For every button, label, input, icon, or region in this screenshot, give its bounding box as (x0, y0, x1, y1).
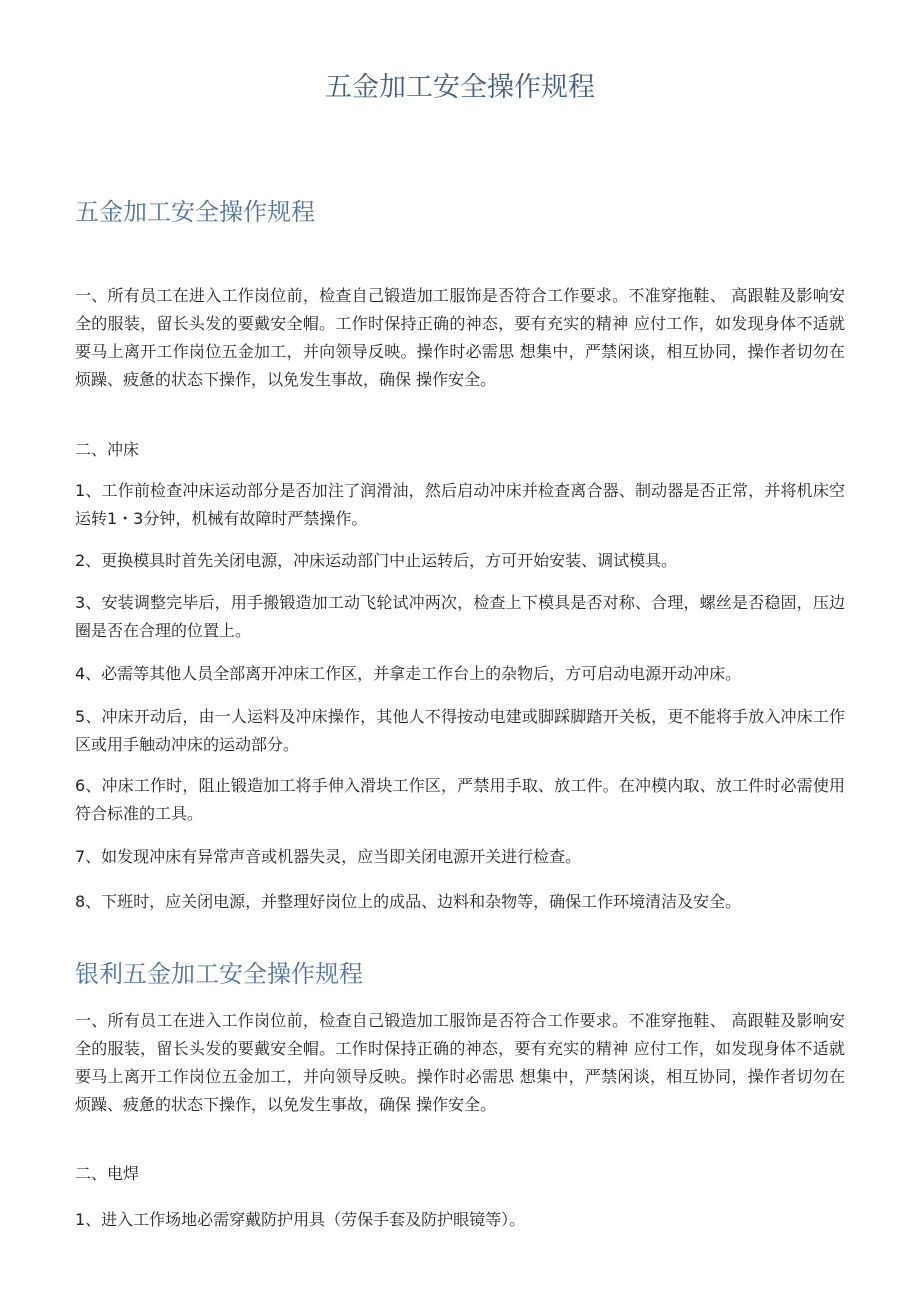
section1-item-7: 7、如发现冲床有异常声音或机器失灵，应当即关闭电源开关进行检查。 (75, 847, 582, 866)
section1-item-2: 2、更换模具时首先关闭电源，冲床运动部门中止运转后，方可开始安装、调试模具。 (75, 551, 678, 570)
section1-item-6: 6、冲床工作时，阻止锻造加工将手伸入滑块工作区，严禁用手取、放工件。在冲模内取、放工件时必需使用符合标准的工具。 (75, 776, 845, 823)
section2-heading: 银利五金加工安全操作规程 (75, 960, 363, 988)
section1-intro-paragraph: 一、所有员工在进入工作岗位前，检查自己锻造加工服饰是否符合工作要求。不准穿拖鞋、 高跟鞋及影响安全的服装，留长头发的要戴安全帽。工作时保持正确的神态，要有充实的精神 应付工作，如发现身体不适就要马上离开工作岗位五金加工，并向领导反映。操作时必需思 想集中，严禁闲谈，相互协同，操作者切勿在烦躁、疲惫的状态下操作，以免发生事故，确保 操作安全。 (75, 286, 845, 389)
section1-subheading-punch-press: 二、冲床 (75, 440, 140, 459)
section1-item-3: 3、安装调整完毕后，用手搬锻造加工动飞轮试冲两次，检查上下模具是否对称、合理，螺丝是否稳固，压边圈是否在合理的位置上。 (75, 593, 845, 640)
document-title: 五金加工安全操作规程 (325, 72, 595, 103)
section1-heading: 五金加工安全操作规程 (75, 198, 315, 226)
section2-subheading-welding: 二、电焊 (75, 1164, 140, 1183)
section1-item-8: 8、下班时，应关闭电源，并整理好岗位上的成品、边料和杂物等，确保工作环境清洁及安全。 (75, 892, 742, 911)
section1-item-4: 4、必需等其他人员全部离开冲床工作区，并拿走工作台上的杂物后，方可启动电源开动冲床。 (75, 664, 742, 683)
section1-item-5: 5、冲床开动后，由一人运料及冲床操作，其他人不得按动电建或脚踩脚踏开关板，更不能将手放入冲床工作区或用手触动冲床的运动部分。 (75, 707, 845, 754)
section1-item-1: 1、工作前检查冲床运动部分是否加注了润滑油，然后启动冲床并检查离合器、制动器是否正常，并将机床空运转1・3分钟，机械有故障时严禁操作。 (75, 481, 845, 528)
section2-item-1: 1、进入工作场地必需穿戴防护用具（劳保手套及防护眼镜等）。 (75, 1210, 526, 1229)
section2-intro-paragraph: 一、所有员工在进入工作岗位前，检查自己锻造加工服饰是否符合工作要求。不准穿拖鞋、 高跟鞋及影响安全的服装，留长头发的要戴安全帽。工作时保持正确的神态，要有充实的精神 应付工作，如发现身体不适就要马上离开工作岗位五金加工，并向领导反映。操作时必需思 想集中，严禁闲谈，相互协同，操作者切勿在烦躁、疲惫的状态下操作，以免发生事故，确保 操作安全。 (75, 1011, 845, 1114)
